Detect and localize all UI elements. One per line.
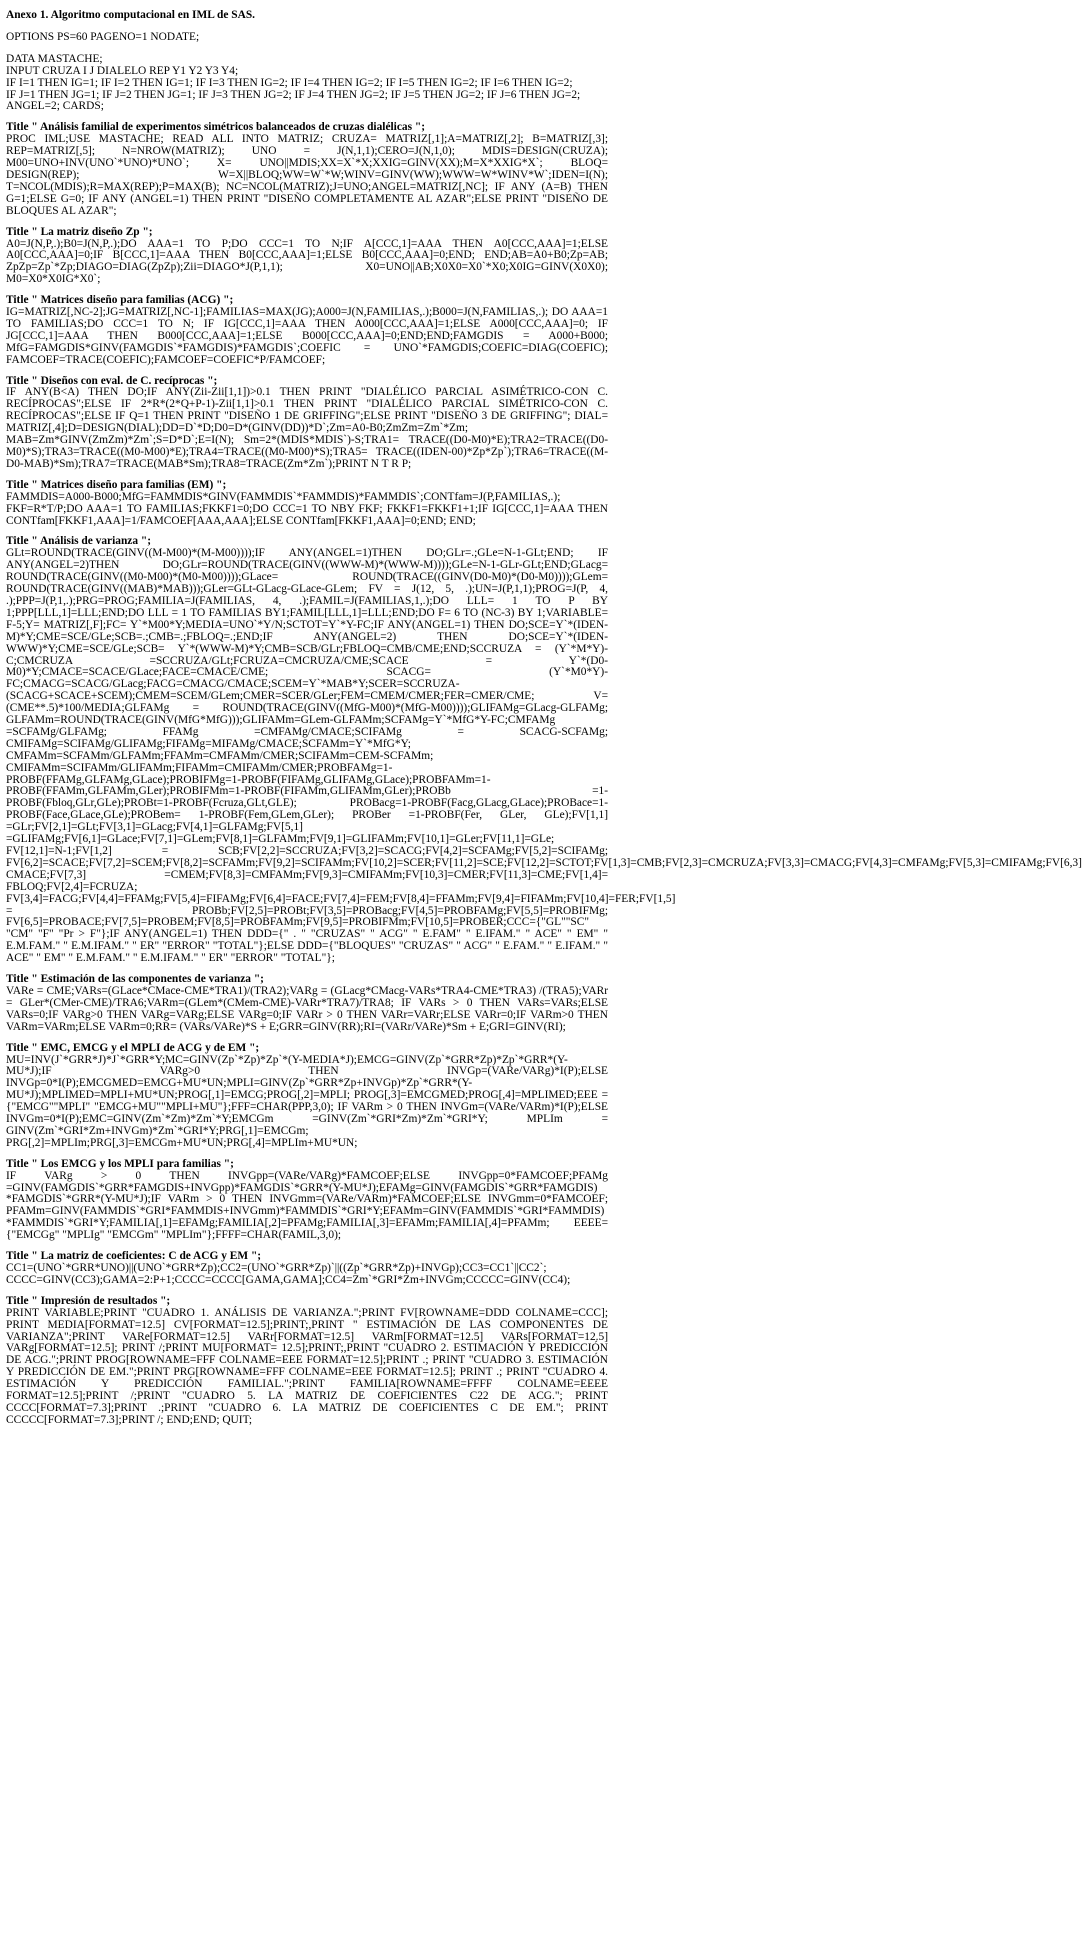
section-title: Title " Análisis familial de experimentos simétricos balanceados de cruzas dialélicas "; bbox=[6, 121, 425, 134]
section-title: Title " Matrices diseño para familias (ACG) "; bbox=[6, 294, 234, 307]
section-title: Title " Los EMCG y los MPLI para familias "; bbox=[6, 1157, 234, 1170]
code-line: IF I=1 THEN IG=1; IF I=2 THEN IG=1; IF I=3 THEN IG=2; IF I=4 THEN IG=2; IF I=5 THEN IG=2; IF I=6 THEN IG=2; bbox=[6, 76, 573, 89]
code-line: DATA MASTACHE; bbox=[6, 52, 103, 65]
section-body: FAMMDIS=A000-B000;MfG=FAMMDIS*GINV(FAMMDIS`*FAMMDIS)*FAMMDIS`;CONTfam=J(P,FAMILIAS,.); FKF=R*T/P;DO AAA=1 TO FAMILIAS;FKKF1=0;DO CCC=1 TO NBY FKF; FKKF1=FKKF1+1;IF IG[CCC,1]=AAA THEN CONTfam[FKKF1,AAA]=1/FAMCOEF[AAA,AAA];ELSE CONTfam[FKKF1,AAA]=0;END; END; bbox=[6, 490, 608, 527]
section-body: PROC IML;USE MASTACHE; READ ALL INTO MATRIZ; CRUZA= MATRIZ[,1];A=MATRIZ[,2]; B=MATRIZ[,3]; REP=MATRIZ[,5]; N=NROW(MATRIZ); UNO = J(N,1,1);CERO=J(N,1,0); MDIS=DESIGN(CRUZA); M00=UNO+INV(UNO`*UNO)*UNO`; X= UNO||MDIS;XX=X`*X;XXIG=GINV(XX);M=X*XXIG*X`; BLOQ= DESIGN(REP); W=X||BLOQ;WW=W`*W;WINV=GINV(WW);WWW=W*WINV*W`;IDEN=I(N); T=NCOL(MDIS);R=MAX(REP);P=MAX(B); NC=NCOL(MATRIZ);J=UNO;ANGEL=MATRIZ[,NC]; IF ANY (A=B) THEN G=1;ELSE G=0; IF ANY (ANGEL=1) THEN PRINT "DISEÑO COMPLETAMENTE AL AZAR";ELSE PRINT "DISEÑO DE BLOQUES AL AZAR"; bbox=[6, 133, 608, 217]
document-heading: Anexo 1. Algoritmo computacional en IML de SAS. bbox=[6, 9, 256, 21]
section-body: IF VARg > 0 THEN INVGpp=(VARe/VARg)*FAMCOEF;ELSE INVGpp=0*FAMCOEF;PFAMg =GINV(FAMGDIS`*GRR*FAMGDIS+INVGpp)*FAMGDIS`*GRR*(Y-MU*J);EFAMg=GINV(FAMGDIS`*GRR*FAMGDIS) *FAMGDIS`*GRR*(Y-MU*J);IF VARm > 0 THEN INVGmm=(VARe/VARm)*FAMCOEF;ELSE INVGmm=0*FAMCOEF; PFAMm=GINV(FAMMDIS`*GRI*FAMMDIS+INVGmm)*FAMMDIS`*GRI*Y;EFAMm=GINV(FAMMDIS`*GRI*FAMMDIS) *FAMMDIS`*GRI*Y;FAMILIA[,1]=EFAMg;FAMILIA[,2]=PFAMg;FAMILIA[,3]=EFAMm;FAMILIA[,4]=PFAMm; EEEE={"EMCGg" "MPLIg" "EMCGm" "MPLIm"};FFFF=CHAR(FAMIL,3,0); bbox=[6, 1169, 608, 1242]
section-body: MU=INV(J`*GRR*J)*J`*GRR*Y;MC=GINV(Zp`*Zp)*Zp`*(Y-MEDIA*J);EMCG=GINV(Zp`*GRR*Zp)*Zp`*GRR*(Y-MU*J);IF VARg>0 THEN INVGp=(VARe/VARg)*I(P);ELSE INVGp=0*I(P);EMCGMED=EMCG+MU*UN;MPLI=GINV(Zp`*GRR*Zp+INVGp)*Zp`*GRR*(Y-MU*J);MPLIMED=MPLI+MU*UN;PROG[,1]=EMCG;PROG[,2]=MPLI; PROG[,3]=EMCGMED;PROG[,4]=MPLIMED;EEE = {"EMCG""MPLI" "EMCG+MU""MPLI+MU"};FFF=CHAR(PPP,3,0); IF VARm > 0 THEN INVGm=(VARe/VARm)*I(P);ELSE INVGm=0*I(P);EMC=GINV(Zm`*Zm)*Zm`*Y;EMCGm =GINV(Zm`*GRI*Zm)*Zm`*GRI*Y; MPLIm = GINV(Zm`*GRI*Zm+INVGm)*Zm`*GRI*Y;PRG[,1]=EMCGm; PRG[,2]=MPLIm;PRG[,3]=EMCGm+MU*UN;PRG[,4]=MPLIm+MU*UN; bbox=[6, 1053, 608, 1149]
section-body: PRINT VARIABLE;PRINT "CUADRO 1. ANÁLISIS DE VARIANZA.";PRINT FV[ROWNAME=DDD COLNAME=CCC]; PRINT MEDIA[FORMAT=12.5] CV[FORMAT=12.5];PRINT;,PRINT " ESTIMACIÓN DE LAS COMPONENTES DE VARIANZA";PRINT VARe[FORMAT=12.5] VARr[FORMAT=12.5] VARm[FORMAT=12.5] VARs[FORMAT=12.5] VARg[FORMAT=12.5]; PRINT /;PRINT MU[FORMAT= 12.5];PRINT;,PRINT "CUADRO 2. ESTIMACIÓN Y PREDICCIÓN DE ACG.";PRINT PROG[ROWNAME=FFF COLNAME=EEE FORMAT=12.5];PRINT .; PRINT "CUADRO 3. ESTIMACIÓN Y PREDICCIÓN DE EM.";PRINT PRG[ROWNAME=FFF COLNAME=EEE FORMAT=12.5]; PRINT .; PRINT "CUADRO 4. ESTIMACIÓN Y PREDICCIÓN FAMILIAL.";PRINT FAMILIA[ROWNAME=FFFF COLNAME=EEEE FORMAT=12.5];PRINT /;PRINT "CUADRO 5. LA MATRIZ DE COEFICIENTES C22 DE ACG."; PRINT CCCC[FORMAT=7.3];PRINT .;PRINT "CUADRO 6. LA MATRIZ DE COEFICIENTES C DE EM."; PRINT CCCCC[FORMAT=7.3];PRINT /; END;END; QUIT; bbox=[6, 1306, 608, 1426]
section-title: Title " Diseños con eval. de C. recíprocas "; bbox=[6, 374, 218, 387]
section-title: Title " EMC, EMCG y el MPLI de ACG y de EM "; bbox=[6, 1041, 260, 1054]
code-line: IF J=1 THEN JG=1; IF J=2 THEN JG=1; IF J=3 THEN JG=2; IF J=4 THEN JG=2; IF J=5 THEN JG=2; IF J=6 THEN JG=2; bbox=[6, 88, 581, 101]
code-line: ANGEL=2; CARDS; bbox=[6, 100, 104, 113]
code-line: INPUT CRUZA I J DIALELO REP Y1 Y2 Y3 Y4; bbox=[6, 64, 239, 77]
section-body: A0=J(N,P,.);B0=J(N,P,.);DO AAA=1 TO P;DO CCC=1 TO N;IF A[CCC,1]=AAA THEN A0[CCC,AAA]=1;ELSE A0[CCC,AAA]=0;IF B[CCC,1]=AAA THEN B0[CCC,AAA]=1;ELSE B0[CCC,AAA]=0;END; END;AB=A0+B0;Zp=AB; ZpZp=Zp`*Zp;DIAGO=DIAG(ZpZp);Zii=DIAGO*J(P,1,1); X0=UNO||AB;X0X0=X0`*X0;X0IG=GINV(X0X0); M0=X0*X0IG*X0`; bbox=[6, 237, 608, 286]
section-title: Title " La matriz de coeficientes: C de ACG y EM "; bbox=[6, 1250, 262, 1263]
section-title: Title " Estimación de las componentes de varianza "; bbox=[6, 973, 264, 986]
code-line: OPTIONS PS=60 PAGENO=1 NODATE; bbox=[6, 30, 200, 43]
section-body: VARe = CME;VARs=(GLace*CMace-CME*TRA1)/(TRA2);VARg = (GLacg*CMacg-VARs*TRA4-CME*TRA3) /(TRA5);VARr = GLer*(CMer-CME)/TRA6;VARm=(GLem*(CMem-CME)-VARr*TRA7)/TRA8; IF VARs > 0 THEN VARs=VARs;ELSE VARs=0;IF VARg>0 THEN VARg=VARg;ELSE VARg=0;IF VARr > 0 THEN VARr=VARr;ELSE VARr=0;IF VARm>0 THEN VARm=VARm;ELSE VARm=0;RR= (VARs/VARe)*S + E;GRR=GINV(RR);RI=(VARr/VARe)*Sm + E;GRI=GINV(RI); bbox=[6, 984, 608, 1033]
section-body: GLt=ROUND(TRACE(GINV((M-M00)*(M-M00))));IF ANY(ANGEL=1)THEN DO;GLr=.;GLe=N-1-GLt;END; IF ANY(ANGEL=2)THEN DO;GLr=ROUND(TRACE(GINV((WWW-M)*(WWW-M))));GLe=N-1-GLr-GLt;END;GLacg= ROUND(TRACE(GINV((M0-M00)*(M0-M00))));GLace= ROUND(TRACE((GINV(D0-M0)*(D0-M0))));GLem= ROUND(TRACE(GINV((MAB)*MAB)));GLer=GLt-GLacg-GLace-GLem; FV = J(12, 5, .);UN=J(P,1,1);PROG=J(P, 4, .);PPP=J(P,1,.);PRG=PROG;FAMILIA=J(FAMILIAS, 4, .);FAMIL=J(FAMILIAS,1,.);DO LLL= 1 TO P BY 1;PPP[LLL,1]=LLL;END;DO LLL = 1 TO FAMILIAS BY1;FAMIL[LLL,1]=LLL;END;DO F= 6 TO (NC-3) BY 1;VARIABLE= F-5;Y= MATRIZ[,F];FC= Y`*M00*Y;MEDIA=UNO`*Y/N;SCTOT=Y`*Y-FC;IF ANY(ANGEL=1) THEN DO;SCE=Y`*(IDEN-M)*Y;CME=SCE/GLe;SCB=.;CMB=.;FBLOQ=.;END;IF ANY(ANGEL=2) THEN DO;SCE=Y`*(IDEN-WWW)*Y;CME=SCE/GLe;SCB= Y`*(WWW-M)*Y;CMB=SCB/GLr;FBLOQ=CMB/CME;END;SCCRUZA = (Y`*M*Y)-C;CMCRUZA =SCCRUZA/GLt;FCRUZA=CMCRUZA/CME;SCACE = Y`*(D0-M0)*Y;CMACE=SCACE/GLace;FACE=CMACE/CME; SCACG= (Y`*M0*Y)-FC;CMACG=SCACG/GLacg;FACG=CMACG/CMACE;SCEM=Y`*MAB*Y;SCER=SCCRUZA-(SCACG+SCACE+SCEM);CMEM=SCEM/GLem;CMER=SCER/GLer;FEM=CMEM/CMER;FER=CMER/CME; V=(CME**.5)*100/MEDIA;GLFAMg = ROUND(TRACE(GINV((MfG-M00)*(MfG-M00))));GLIFAMg=GLacg-GLFAMg; GLFAMm=ROUND(TRACE(GINV(MfG*MfG)));GLIFAMm=GLem-GLFAMm;SCFAMg=Y`*MfG*Y-FC;CMFAMg =SCFAMg/GLFAMg; FFAMg =CMFAMg/CMACE;SCIFAMg = SCACG-SCFAMg; CMIFAMg=SCIFAMg/GLIFAMg;FIFAMg=MIFAMg/CMACE;SCFAMm=Y`*MfG*Y; CMFAMm=SCFAMm/GLFAMm;FFAMm=CMFAMm/CMER;SCIFAMm=CEM-SCFAMm; CMIFAMm=SCIFAMm/GLIFAMm;FIFAMm=CMIFAMm/CMER;PROBFAMg=1-PROBF(FFAMg,GLFAMg,GLace);PROBIFMg=1-PROBF(FIFAMg,GLIFAMg,GLace);PROBFAMm=1-PROBF(FFAMm,GLFAMm,GLer);PROBIFMm=1-PROBF(FIFAMm,GLIFAMm,GLer);PROBb =1-PROBF(Fbloq,GLr,GLe);PROBt=1-PROBF(Fcruza,GLt,GLE); PROBacg=1-PROBF(Facg,GLacg,GLace);PROBace=1-PROBF(Face,GLace,GLe);PROBem= 1-PROBF(Fem,GLem,GLer); PROBer =1-PROBF(Fer, GLer, GLe);FV[1,1] =GLr;FV[2,1]=GLt;FV[3,1]=GLacg;FV[4,1]=GLFAMg;FV[5,1] =GLIFAMg;FV[6,1]=GLace;FV[7,1]=GLem;FV[8,1]=GLFAMm;FV[9,1]=GLIFAMm;FV[10,1]=GLer;FV[11,1]=GLe; FV[12,1]=N-1;FV[1,2] = SCB;FV[2,2]=SCCRUZA;FV[3,2]=SCACG;FV[4,2]=SCFAMg;FV[5,2]=SCIFAMg; FV[6,2]=SCACE;FV[7,2]=SCEM;FV[8,2]=SCFAMm;FV[9,2]=SCIFAMm;FV[10,2]=SCER;FV[11,2]=SCE;FV[12,2]=SCTOT;FV[1,3]=CMB;FV[2,3]=CMCRUZA;FV[3,3]=CMACG;FV[4,3]=CMFAMg;FV[5,3]=CMIFAMg;FV[6,3] CMACE;FV[7,3] =CMEM;FV[8,3]=CMFAMm;FV[9,3]=CMIFAMm;FV[10,3]=CMER;FV[11,3]=CME;FV[1,4]= FBLOQ;FV[2,4]=FCRUZA; FV[3,4]=FACG;FV[4,4]=FFAMg;FV[5,4]=FIFAMg;FV[6,4]=FACE;FV[7,4]=FEM;FV[8,4]=FFAMm;FV[9,4]=FIFAMm;FV[10,4]=FER;FV[1,5] = PROBb;FV[2,5]=PROBt;FV[3,5]=PROBacg;FV[4,5]=PROBFAMg;FV[5,5]=PROBIFMg; FV[6,5]=PROBACE;FV[7,5]=PROBEM;FV[8,5]=PROBFAMm;FV[9,5]=PROBIFMm;FV[10,5]=PROBER;CCC={"GL""SC" "CM" "F" "Pr > F"};IF ANY(ANGEL=1) THEN DDD={" . " "CRUZAS" " ACG" " E.FAM" " E.IFAM." " ACE" " EM" " E.M.FAM." " E.M.IFAM." " ER" "ERROR" "TOTAL"};ELSE DDD={"BLOQUES" "CRUZAS" " ACG" " E.FAM." " E.IFAM." " ACE" " EM" " E.M.FAM." " E.M.IFAM." " ER" "ERROR" "TOTAL"}; bbox=[6, 547, 1082, 965]
section-body: CC1=(UNO`*GRR*UNO)||(UNO`*GRR*Zp);CC2=(UNO`*GRR*Zp)`||((Zp`*GRR*Zp)+INVGp);CC3=CC1`||CC2`; CCCC=GINV(CC3);GAMA=2:P+1;CCCC=CCCC[GAMA,GAMA];CC4=Zm`*GRI*Zm+INVGm;CCCCC=GINV(CC4); bbox=[6, 1262, 571, 1286]
section-body: IG=MATRIZ[,NC-2];JG=MATRIZ[,NC-1];FAMILIAS=MAX(JG);A000=J(N,FAMILIAS,.);B000=J(N,FAMILIAS,.); DO AAA=1 TO FAMILIAS;DO CCC=1 TO N; IF IG[CCC,1]=AAA THEN A000[CCC,AAA]=1;ELSE A000[CCC,AAA]=0; IF JG[CCC,1]=AAA THEN B000[CCC,AAA]=1;ELSE B000[CCC,AAA]=0;END;END;FAMGDIS = A000+B000; MfG=FAMGDIS*GINV(FAMGDIS`*FAMGDIS)*FAMGDIS`;COEFIC = UNO`*FAMGDIS;COEFIC=DIAG(COEFIC); FAMCOEF=TRACE(COEFIC);FAMCOEF=COEFIC*P/FAMCOEF; bbox=[6, 306, 608, 366]
section-title: Title " Impresión de resultados "; bbox=[6, 1294, 171, 1307]
section-title: Title " Matrices diseño para familias (EM) "; bbox=[6, 478, 227, 491]
section-title: Title " Análisis de varianza "; bbox=[6, 535, 152, 548]
section-title: Title " La matriz diseño Zp "; bbox=[6, 225, 153, 238]
section-body: IF ANY(B<A) THEN DO;IF ANY(Zii-Zii[1,1])>0.1 THEN PRINT "DIALÉLICO PARCIAL ASIMÉTRICO-CON C. RECÍPROCAS";ELSE IF 2*R*(2*Q+P-1)-Zii[1,1]>0.1 THEN PRINT "DIALÉLICO PARCIAL SIMÉTRICO-CON C. RECÍPROCAS";ELSE IF Q=1 THEN PRINT "DISEÑO 1 DE GRIFFING";ELSE PRINT "DISEÑO 3 DE GRIFFING"; DIAL= MATRIZ[,4];D=DESIGN(DIAL);DD=D`*D;D0=D*(GINV(DD))*D`;Zm=A0-B0;ZmZm=Zm`*Zm; MAB=Zm*GINV(ZmZm)*Zm`;S=D*D`;E=I(N); Sm=2*(MDIS*MDIS`)-S;TRA1= TRACE((D0-M0)*E);TRA2=TRACE((D0-M0)*S);TRA3=TRACE((M0-M00)*E);TRA4=TRACE((M0-M00)*S);TRA5= TRACE((IDEN-00)*Zp*Zp`);TRA6=TRACE((M-D0-MAB)*Sm);TRA7=TRACE(MAB*Sm);TRA8=TRACE(Zm*Zm`);PRINT N T R P; bbox=[6, 386, 608, 470]
